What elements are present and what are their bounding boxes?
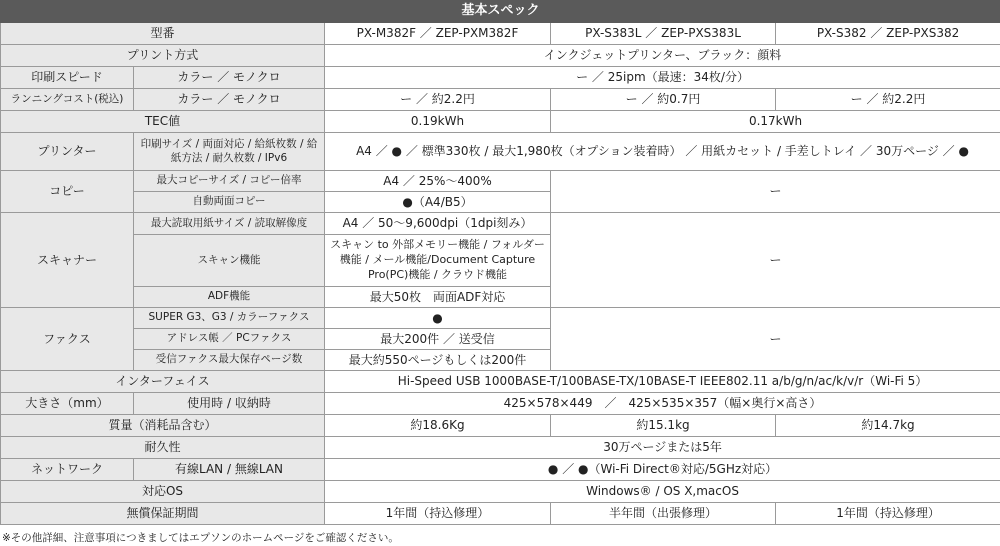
- row-network: [1, 459, 1000, 481]
- label-fax-memory: 受信ファクス最大保存ページ数: [134, 350, 325, 371]
- value-fax-memory: 最大約550ページもしくは200件: [325, 350, 551, 371]
- row-model: [1, 23, 1000, 45]
- label-printer: プリンター: [1, 133, 134, 171]
- row-warranty: [1, 503, 1000, 525]
- value-durability: 30万ページまたは5年: [325, 437, 1000, 459]
- label-tec: TEC値: [1, 111, 325, 133]
- label-running-cost-sub: カラー ／ モノクロ: [134, 89, 325, 111]
- row-fax-g3: [1, 308, 1000, 329]
- value-os: Windows® / OS X,macOS: [325, 481, 1000, 503]
- row-copy-max: [1, 171, 1000, 192]
- label-adf: ADF機能: [134, 287, 325, 308]
- row-os: [1, 481, 1000, 503]
- label-size: 大きさ（mm）: [1, 393, 134, 415]
- value-scan-other: ー: [551, 213, 1000, 308]
- label-copy: コピー: [1, 171, 134, 213]
- table-header-row: [1, 1, 1000, 23]
- value-print-method: インクジェットプリンター、ブラック：顔料: [325, 45, 1000, 67]
- row-interface: [1, 371, 1000, 393]
- weight-2: 約15.1kg: [551, 415, 776, 437]
- model-2: PX-S383L ／ ZEP-PXS383L: [551, 23, 776, 45]
- label-model: 型番: [1, 23, 325, 45]
- weight-3: 約14.7kg: [776, 415, 1000, 437]
- model-3: PX-S382 ／ ZEP-PXS382: [776, 23, 1000, 45]
- value-scan-max: A4 ／ 50〜9,600dpi（1dpi刻み）: [325, 213, 551, 235]
- label-print-speed: 印刷スピード: [1, 67, 134, 89]
- value-adf: 最大50枚 両面ADF対応: [325, 287, 551, 308]
- footnote: ※その他詳細、注意事項につきましてはエプソンのホームページをご確認ください。: [2, 532, 399, 544]
- value-fax-address: 最大200件 ／ 送受信: [325, 329, 551, 350]
- row-print-method: [1, 45, 1000, 67]
- label-fax: ファクス: [1, 308, 134, 371]
- warranty-2: 半年間（出張修理）: [551, 503, 776, 525]
- value-copy-other: ー: [551, 171, 1000, 213]
- label-warranty: 無償保証期間: [1, 503, 325, 525]
- model-1: PX-M382F ／ ZEP-PXM382F: [325, 23, 551, 45]
- value-size: 425×578×449 ／ 425×535×357（幅×奥行×高さ）: [325, 393, 1000, 415]
- value-scan-func: スキャン to 外部メモリー機能 / フォルダー機能 / メール機能/Document Capture Pro(PC)機能 / クラウド機能: [325, 235, 551, 287]
- running-cost-3: ー ／ 約2.2円: [776, 89, 1000, 111]
- label-copy-max: 最大コピーサイズ / コピー倍率: [134, 171, 325, 192]
- label-network: ネットワーク: [1, 459, 134, 481]
- tec-2: 0.17kWh: [551, 111, 1000, 133]
- row-print-speed: [1, 67, 1000, 89]
- label-durability: 耐久性: [1, 437, 325, 459]
- row-scan-max: [1, 213, 1000, 235]
- label-os: 対応OS: [1, 481, 325, 503]
- label-scan-func: スキャン機能: [134, 235, 325, 287]
- weight-1: 約18.6Kg: [325, 415, 551, 437]
- row-weight: [1, 415, 1000, 437]
- table-title: 基本スペック: [1, 1, 1000, 23]
- running-cost-2: ー ／ 約0.7円: [551, 89, 776, 111]
- label-copy-duplex: 自動両面コピー: [134, 192, 325, 213]
- row-tec: [1, 111, 1000, 133]
- value-copy-duplex: ●（A4/B5）: [325, 192, 551, 213]
- label-printer-sub: 印刷サイズ / 両面対応 / 給紙枚数 / 給紙方法 / 耐久枚数 / IPv6: [134, 133, 325, 171]
- value-network: ● ／ ●（Wi-Fi Direct®対応/5GHz対応）: [325, 459, 1000, 481]
- label-print-method: プリント方式: [1, 45, 325, 67]
- value-print-speed: ー ／ 25ipm（最速：34枚/分）: [325, 67, 1000, 89]
- label-size-sub: 使用時 / 収納時: [134, 393, 325, 415]
- label-scanner: スキャナー: [1, 213, 134, 308]
- row-printer: [1, 133, 1000, 171]
- label-scan-max: 最大読取用紙サイズ / 読取解像度: [134, 213, 325, 235]
- row-durability: [1, 437, 1000, 459]
- label-running-cost: ランニングコスト(税込): [1, 89, 134, 111]
- label-weight: 質量（消耗品含む）: [1, 415, 325, 437]
- label-print-speed-sub: カラー ／ モノクロ: [134, 67, 325, 89]
- value-printer: A4 ／ ● ／ 標準330枚 / 最大1,980枚（オプション装着時） ／ 用紙カセット / 手差しトレイ ／ 30万ページ ／ ●: [325, 133, 1000, 171]
- running-cost-1: ー ／ 約2.2円: [325, 89, 551, 111]
- value-copy-max: A4 ／ 25%〜400%: [325, 171, 551, 192]
- value-interface: Hi-Speed USB 1000BASE-T/100BASE-TX/10BASE-T IEEE802.11 a/b/g/n/ac/k/v/r（Wi-Fi 5）: [325, 371, 1000, 393]
- value-fax-other: ー: [551, 308, 1000, 371]
- tec-1: 0.19kWh: [325, 111, 551, 133]
- label-fax-g3: SUPER G3、G3 / カラーファクス: [134, 308, 325, 329]
- value-fax-g3: ●: [325, 308, 551, 329]
- row-size: [1, 393, 1000, 415]
- warranty-1: 1年間（持込修理）: [325, 503, 551, 525]
- label-interface: インターフェイス: [1, 371, 325, 393]
- label-network-sub: 有線LAN / 無線LAN: [134, 459, 325, 481]
- warranty-3: 1年間（持込修理）: [776, 503, 1000, 525]
- row-running-cost: [1, 89, 1000, 111]
- label-fax-address: アドレス帳 ／ PCファクス: [134, 329, 325, 350]
